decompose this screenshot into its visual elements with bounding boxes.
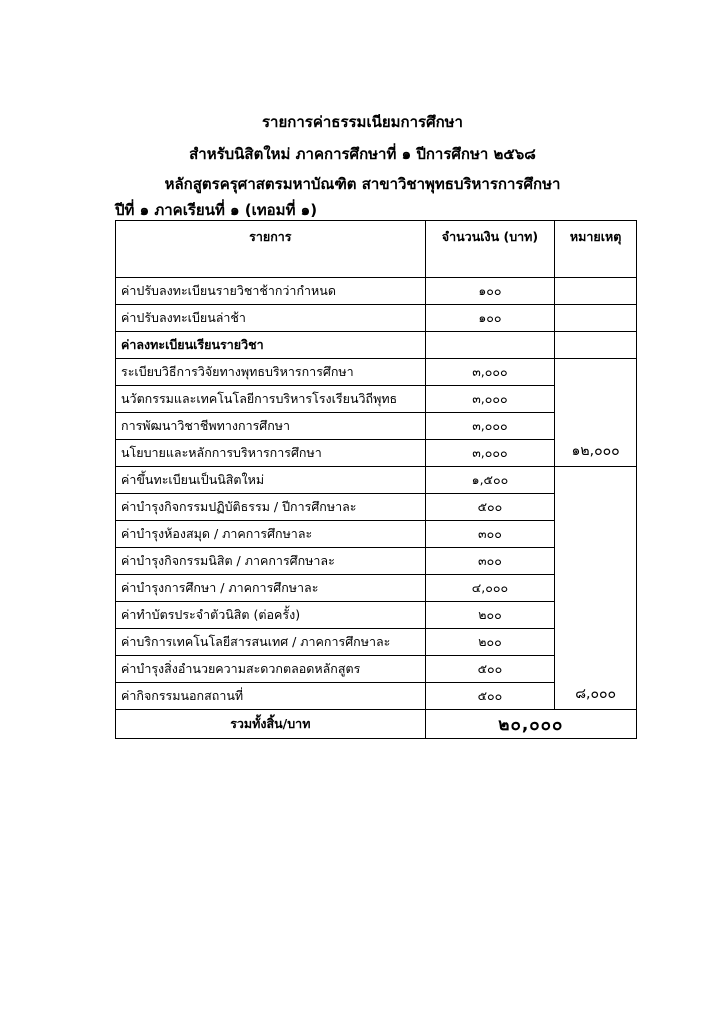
row-amount: ๒๐๐ <box>425 602 555 629</box>
row-item: นวัตกรรมและเทคโนโลยีการบริหารโรงเรียนวิถีพุทธ <box>116 386 426 413</box>
table-row <box>116 278 637 305</box>
document-subtitle: สำหรับนิสิตใหม่ ภาคการศึกษาที่ ๑ ปีการศึกษา ๒๕๖๘ <box>189 145 536 163</box>
row-item: ค่าบำรุงกิจกรรมนิสิต / ภาคการศึกษาละ <box>116 548 426 575</box>
row-item: นโยบายและหลักการบริหารการศึกษา <box>116 440 426 467</box>
row-item: ค่าบำรุงกิจกรรมปฏิบัติธรรม / ปีการศึกษาละ <box>116 494 426 521</box>
section-label: ค่าลงทะเบียนเรียนรายวิชา <box>116 332 426 359</box>
row-amount: ๒๐๐ <box>425 629 555 656</box>
row-amount: ๓,๐๐๐ <box>425 413 555 440</box>
row-amount: ๓๐๐ <box>425 548 555 575</box>
table-header-row <box>116 221 637 278</box>
row-amount: ๕๐๐ <box>425 683 555 710</box>
row-amount: ๕๐๐ <box>425 656 555 683</box>
row-amount: ๓,๐๐๐ <box>425 440 555 467</box>
fee-subtotal: ๘,๐๐๐ <box>555 467 637 710</box>
row-amount: ๓๐๐ <box>425 521 555 548</box>
total-row <box>116 710 637 739</box>
row-item: ค่าทำบัตรประจำตัวนิสิต (ต่อครั้ง) <box>116 602 426 629</box>
table-row <box>116 359 637 386</box>
row-item: การพัฒนาวิชาชีพทางการศึกษา <box>116 413 426 440</box>
row-note <box>555 278 637 305</box>
column-header-note: หมายเหตุ <box>555 221 637 278</box>
row-note <box>555 332 637 359</box>
row-item: ค่าขึ้นทะเบียนเป็นนิสิตใหม่ <box>116 467 426 494</box>
row-item: ค่าบำรุงสิ่งอำนวยความสะดวกตลอดหลักสูตร <box>116 656 426 683</box>
column-header-item: รายการ <box>116 221 426 278</box>
row-item: ค่ากิจกรรมนอกสถานที่ <box>116 683 426 710</box>
course-subtotal: ๑๒,๐๐๐ <box>555 359 637 467</box>
row-amount <box>425 332 555 359</box>
program-title: หลักสูตรครุศาสตรมหาบัณฑิต สาขาวิชาพุทธบริหารการศึกษา <box>164 175 561 193</box>
row-item: ค่าปรับลงทะเบียนล่าช้า <box>116 305 426 332</box>
section-row <box>116 332 637 359</box>
row-item: ค่าบริการเทคโนโลยีสารสนเทศ / ภาคการศึกษาละ <box>116 629 426 656</box>
row-amount: ๔,๐๐๐ <box>425 575 555 602</box>
row-amount: ๑,๕๐๐ <box>425 467 555 494</box>
row-item: ค่าบำรุงห้องสมุด / ภาคการศึกษาละ <box>116 521 426 548</box>
row-amount: ๓,๐๐๐ <box>425 386 555 413</box>
fee-table <box>115 220 637 739</box>
table-row <box>116 467 637 494</box>
table-row <box>116 305 637 332</box>
year-term-heading: ปีที่ ๑ ภาคเรียนที่ ๑ (เทอมที่ ๑) <box>115 201 318 219</box>
document-title: รายการค่าธรรมเนียมการศึกษา <box>262 113 463 131</box>
row-amount: ๓,๐๐๐ <box>425 359 555 386</box>
row-amount: ๕๐๐ <box>425 494 555 521</box>
row-item: ระเบียบวิธีการวิจัยทางพุทธบริหารการศึกษา <box>116 359 426 386</box>
total-amount: ๒๐,๐๐๐ <box>425 710 636 739</box>
total-label: รวมทั้งสิ้น/บาท <box>116 710 426 739</box>
row-amount: ๑๐๐ <box>425 278 555 305</box>
column-header-amount: จำนวนเงิน (บาท) <box>425 221 555 278</box>
row-amount: ๑๐๐ <box>425 305 555 332</box>
row-item: ค่าปรับลงทะเบียนรายวิชาช้ากว่ากำหนด <box>116 278 426 305</box>
row-note <box>555 305 637 332</box>
row-item: ค่าบำรุงการศึกษา / ภาคการศึกษาละ <box>116 575 426 602</box>
